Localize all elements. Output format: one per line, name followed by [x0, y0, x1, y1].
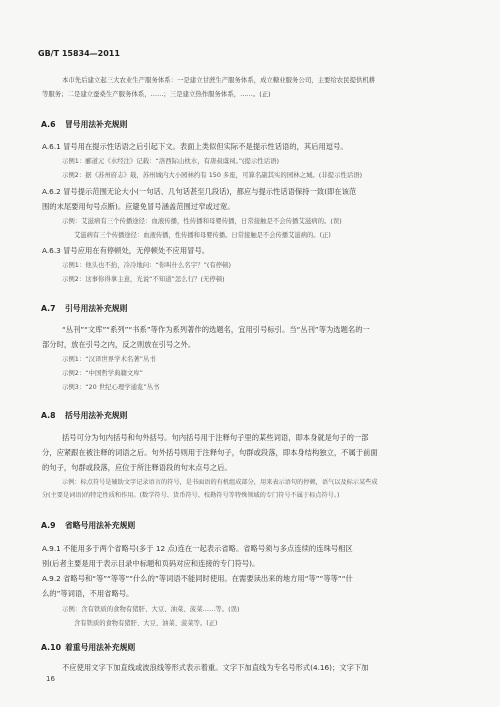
a7-text-line-1: “丛刊”“文库”“系列”“书系”等作为系列著作的选题名，宜用引号标引。当“丛刊”等为选题名的一: [62, 325, 370, 334]
a6-1-example-2: 示例2：据《苏州府志》载，苏州城内大小园林约有 150 多座，可算名副其实的园林之城。(非提示性话语): [62, 171, 363, 179]
intro-line-1: 本市先后建立起三大农业生产服务体系：一是建立甘蔗生产服务体系，成立糖业服务公司，主要给农民提供机耕: [62, 76, 376, 84]
a9-2-text-line-1: A.9.2 省略号和“等”“等等”“什么的”等词语不能同时使用。在需要读出来的地方用“等”“等等”“什: [42, 574, 353, 583]
a7-example-3: 示例3：“20 世纪心理学通览”丛书: [62, 383, 160, 391]
a6-2-text-line-2: 围的末尾要用句号点断)。应避免冒号涵盖范围过窄或过宽。: [42, 202, 235, 211]
a10-text-line-1: 不应使用文字下加直线或波浪线等形式表示着重。文字下加直线为专名号形式(4.16)；文字下加: [62, 663, 369, 672]
a9-1-text-line-2: 别(后者主要是用于表示目录中标题和页码对应和连接的专门符号)。: [42, 559, 260, 568]
section-heading-a10: [41, 642, 135, 653]
a6-3-example-2: 示例2：这事你得拿主意，光说“不知道”怎么行？(无停顿): [62, 275, 225, 283]
a7-example-2: 示例2：“中国哲学典籍文库”: [62, 369, 143, 377]
a8-text-line-2: 分，应紧跟在被注释的词语之后。句外括号则用于注释句子，句群或段落，即本身结构独立，不属于前面: [42, 448, 378, 457]
section-heading-a6: [41, 119, 127, 130]
section-title: 冒号用法补充规则: [65, 120, 128, 129]
section-number: A.7: [41, 304, 56, 313]
intro-line-2: 等服务；二是建立蚕桑生产服务体系，……；三是建立热作服务体系，……。(正): [42, 90, 271, 98]
section-heading-a9: [41, 520, 135, 531]
page-number: 16: [46, 675, 55, 683]
a6-2-example-2: 艾滋病有三个传播途径：血液传播，性传播和母婴传播。日常接触是不会传播艾滋病的。(正): [74, 232, 331, 239]
a6-1-example-1: 示例1：郦道元《水经注》记载：“洛西际山枕水，有唐叔虞祠。”(提示性话语): [62, 157, 279, 165]
a7-example-1: 示例1：“汉译世界学术名著”丛书: [62, 355, 156, 363]
a9-2-example-1: 示例：含有铁质的食物有猪肝、大豆、油菜、菠菜……等。(误): [62, 605, 240, 613]
section-number: A.6: [41, 120, 56, 129]
section-number: A.8: [41, 411, 56, 420]
section-number: A.10: [41, 643, 61, 652]
a9-2-example-2: 含有铁质的食物有猪肝、大豆、油菜、菠菜等。(正): [74, 620, 218, 627]
a6-1-text: A.6.1 冒号用在提示性话语之后引起下文。表面上类似但实际不是提示性话语的，其后用逗号。: [42, 142, 348, 151]
section-title: 引号用法补充规则: [65, 304, 128, 313]
section-title: 省略号用法补充规则: [65, 521, 136, 530]
a9-1-text-line-1: A.9.1 不能用多于两个省略号(多于 12 点)连在一起表示省略。省略号须与多点连续的连珠号相区: [42, 544, 353, 553]
a8-example-line-1: 示例：标点符号是辅助文字记录语言的符号，是书面语的有机组成部分，用来表示语句的停顿，语气以及标示某些成: [62, 479, 378, 486]
a6-2-example-1: 示例：艾滋病有三个传播途径：血液传播，性传播和母婴传播，日常接触是不会传播艾滋病的。(误): [62, 217, 342, 225]
section-title: 着重号用法补充规则: [65, 643, 136, 652]
standard-header: GB/T 15834—2011: [38, 49, 120, 58]
section-title: 括号用法补充规则: [65, 411, 128, 420]
section-heading-a7: [41, 303, 127, 314]
a6-2-text-line-1: A.6.2 冒号提示范围无论大小(一句话、几句话甚至几段话)，都应与提示性话语保持一致(即在该范: [42, 187, 357, 196]
a6-3-text: A.6.3 冒号应用在有停顿处，无停顿处不应用冒号。: [42, 246, 210, 255]
section-number: A.9: [41, 521, 56, 530]
a8-text-line-3: 的句子，句群或段落，应位于所注释语段的句末点号之后。: [42, 463, 232, 472]
a7-text-line-2: 部分时，放在引号之内，反之则放在引号之外。: [42, 340, 196, 349]
a6-3-example-1: 示例1：他头也不抬，冷冷地问：“你叫什么名字？”(有停顿): [62, 261, 232, 269]
a8-example-line-2: 分(主要是词语)的特定性质和作用。(数学符号、货币符号、校勘符号等特殊领域的专门符号不属于标点符号。): [42, 492, 340, 499]
section-heading-a8: [41, 410, 127, 421]
a9-2-text-line-2: 么的”等词语，不用省略号。: [42, 589, 134, 598]
a8-text-line-1: 括号可分为句内括号和句外括号。句内括号用于注释句子里的某些词语，即本身就是句子的一部: [62, 433, 369, 442]
